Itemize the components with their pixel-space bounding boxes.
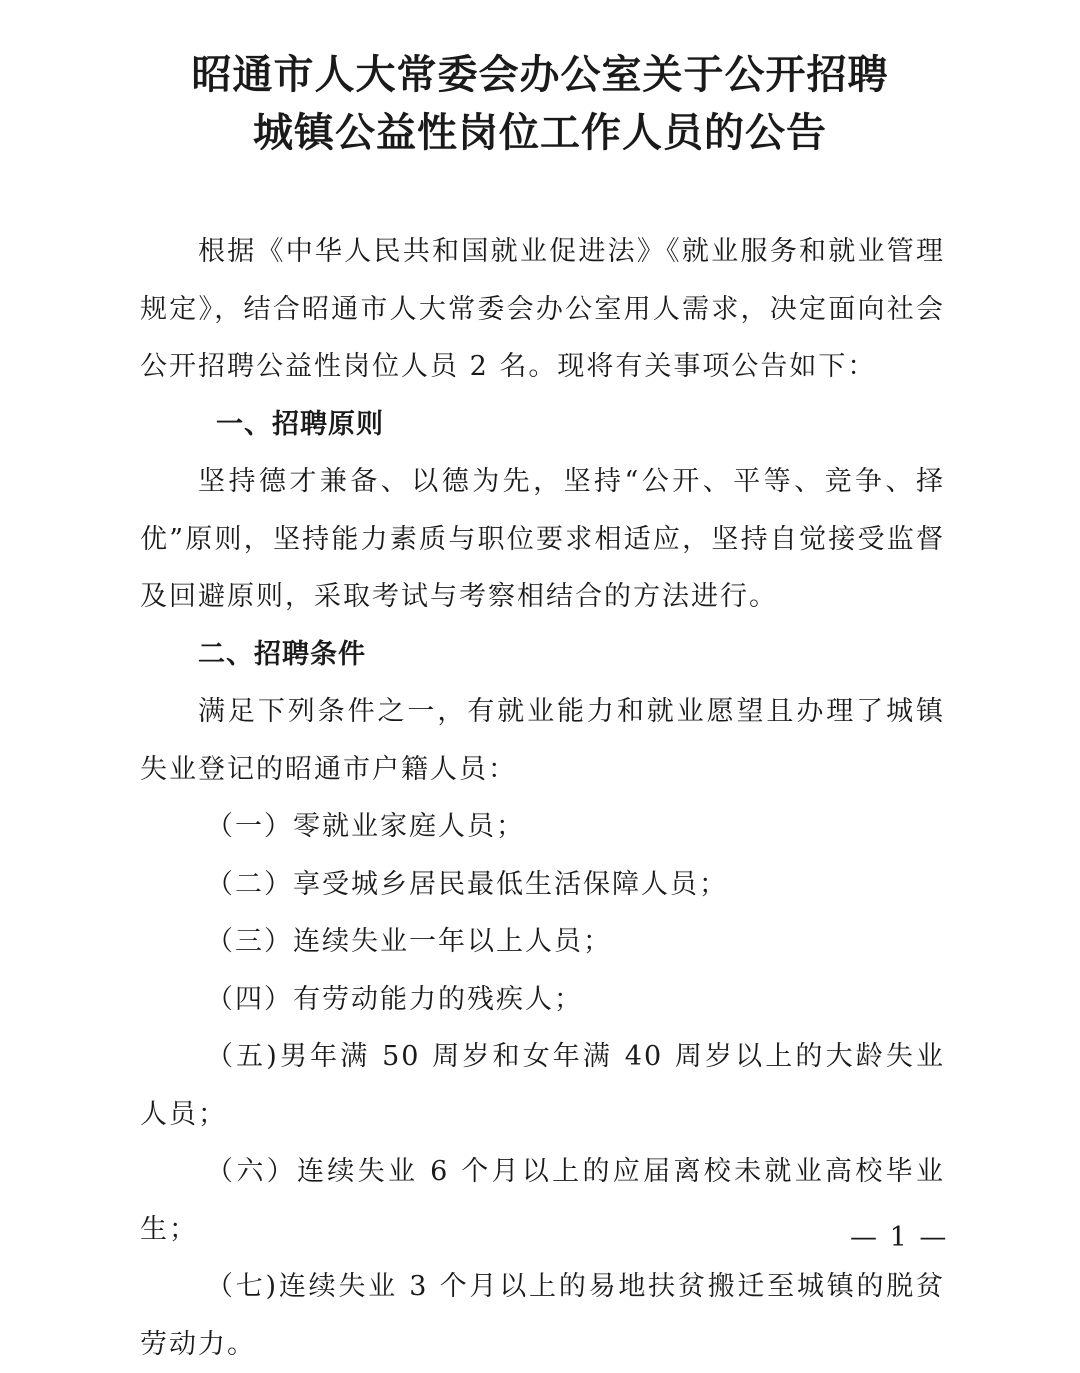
condition-item-4: （四）有劳动能力的残疾人； — [206, 983, 583, 1015]
section-heading-principles: 一、招聘原则 — [216, 408, 384, 440]
condition-item-3: （三）连续失业一年以上人员； — [206, 926, 612, 957]
document-title-line-2: 城镇公益性岗位工作人员的公告 — [253, 110, 827, 156]
document-body — [140, 223, 945, 1373]
condition-item-2: （二）享受城乡居民最低生活保障人员； — [206, 868, 728, 900]
page-number: — 1 — — [850, 1222, 949, 1253]
conditions-paragraph: 满足下列条件之一，有就业能力和就业愿望且办理了城镇失业登记的昭通市户籍人员： — [140, 696, 945, 785]
condition-item-5: （五)男年满 50 周岁和女年满 40 周岁以上的大龄失业人员； — [140, 1041, 945, 1130]
document-title-line-1: 昭通市人大常委会办公室关于公开招聘 — [191, 52, 889, 98]
condition-item-7: （七)连续失业 3 个月以上的易地扶贫搬迁至城镇的脱贫劳动力。 — [140, 1271, 945, 1360]
principles-paragraph: 坚持德才兼备、以德为先，坚持“公开、平等、竞争、择优”原则，坚持能力素质与职位要求相适应，坚持自觉接受监督及回避原则，采取考试与考察相结合的方法进行。 — [140, 466, 945, 612]
condition-item-6: （六）连续失业 6 个月以上的应届离校未就业高校毕业生； — [140, 1156, 945, 1245]
intro-paragraph: 根据《中华人民共和国就业促进法》《就业服务和就业管理规定》，结合昭通市人大常委会办公室用人需求，决定面向社会公开招聘公益性岗位人员 2 名。现将有关事项公告如下： — [140, 236, 945, 382]
condition-item-1: （一）零就业家庭人员； — [206, 811, 525, 842]
section-heading-conditions: 二、招聘条件 — [198, 638, 366, 670]
